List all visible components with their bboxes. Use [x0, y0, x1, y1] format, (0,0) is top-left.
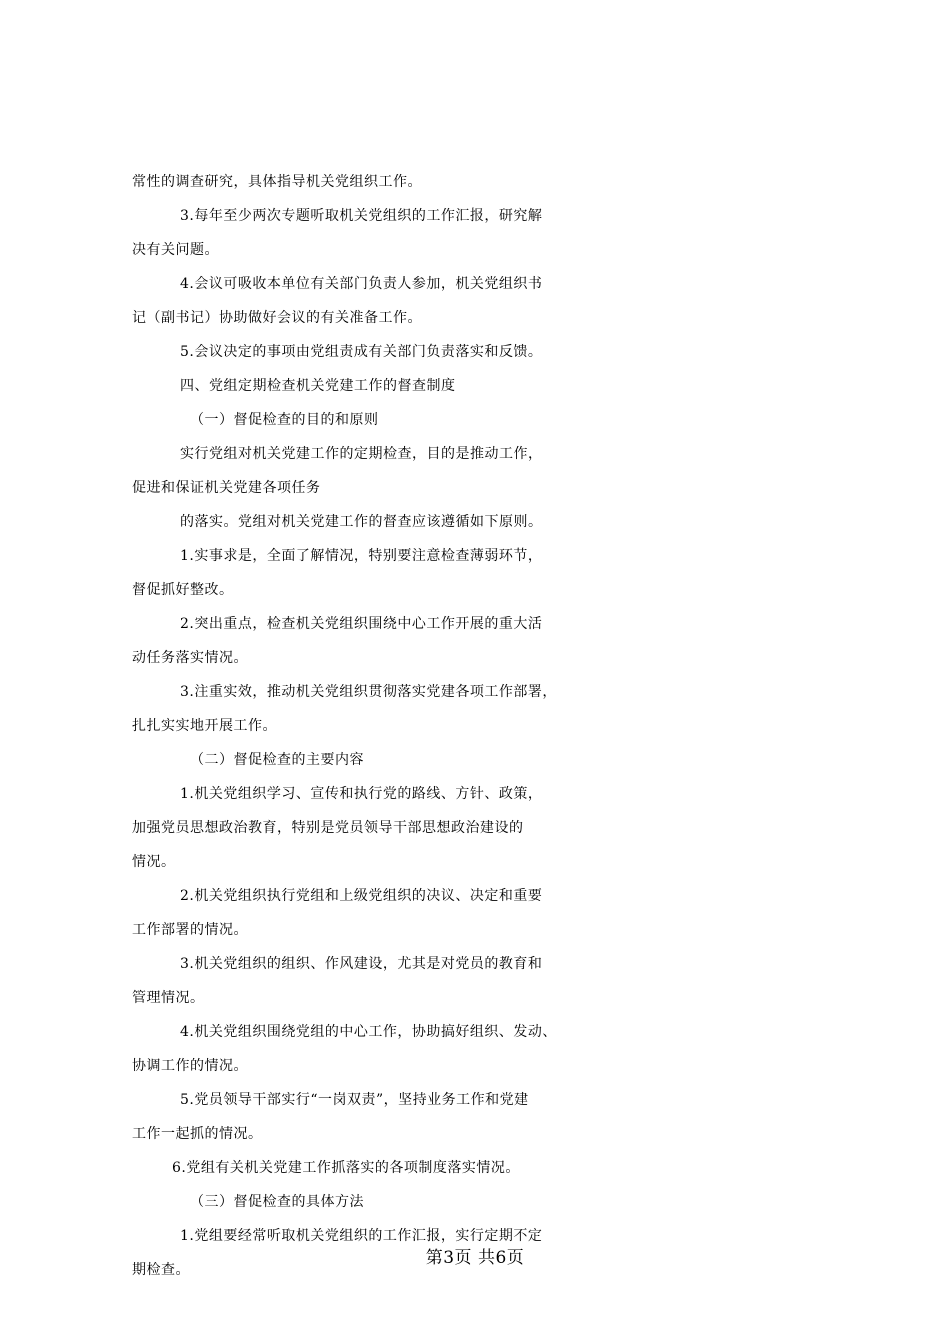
text-line: 期检查。: [132, 1262, 190, 1278]
text-line: 扎扎实实地开展工作。: [132, 718, 277, 734]
text-line: 促进和保证机关党建各项任务: [132, 480, 321, 496]
text-line: （二）督促检查的主要内容: [190, 752, 364, 768]
text-line: 记（副书记）协助做好会议的有关准备工作。: [132, 310, 422, 326]
page-number: 第3页 共6页: [425, 1248, 525, 1268]
text-line: 3.注重实效，推动机关党组织贯彻落实党建各项工作部署，: [180, 684, 557, 700]
text-line: （三）督促检查的具体方法: [190, 1194, 364, 1210]
text-line: 2.突出重点，检查机关党组织围绕中心工作开展的重大活: [180, 616, 543, 632]
text-line: 2.机关党组织执行党组和上级党组织的决议、决定和重要: [180, 888, 543, 904]
document-body: [0, 165, 950, 1287]
text-line: 的落实。党组对机关党建工作的督查应该遵循如下原则。: [180, 514, 543, 530]
text-line: 工作一起抓的情况。: [132, 1126, 263, 1142]
text-line: 实行党组对机关党建工作的定期检查，目的是推动工作，: [180, 446, 543, 462]
text-line: 5.党员领导干部实行“一岗双责”，坚持业务工作和党建: [180, 1092, 529, 1108]
text-line: 3.机关党组织的组织、作风建设，尤其是对党员的教育和: [180, 956, 543, 972]
text-line: 常性的调查研究，具体指导机关党组织工作。: [132, 174, 422, 190]
text-line: 四、党组定期检查机关党建工作的督查制度: [180, 378, 456, 394]
text-line: 情况。: [132, 854, 176, 870]
text-line: 4.会议可吸收本单位有关部门负责人参加，机关党组织书: [180, 276, 543, 292]
text-line: 3.每年至少两次专题听取机关党组织的工作汇报，研究解: [180, 208, 543, 224]
text-line: （一）督促检查的目的和原则: [190, 412, 379, 428]
text-line: 工作部署的情况。: [132, 922, 248, 938]
text-line: 加强党员思想政治教育，特别是党员领导干部思想政治建设的: [132, 820, 524, 836]
text-line: 管理情况。: [132, 990, 205, 1006]
text-line: 决有关问题。: [132, 242, 219, 258]
text-line: 1.机关党组织学习、宣传和执行党的路线、方针、政策，: [180, 786, 543, 802]
page-footer: [0, 1243, 950, 1268]
text-line: 督促抓好整改。: [132, 582, 234, 598]
text-line: 6.党组有关机关党建工作抓落实的各项制度落实情况。: [172, 1160, 520, 1176]
text-line: 1.党组要经常听取机关党组织的工作汇报，实行定期不定: [180, 1228, 543, 1244]
text-line: 1.实事求是，全面了解情况，特别要注意检查薄弱环节，: [180, 548, 543, 564]
text-line: 5.会议决定的事项由党组责成有关部门负责落实和反馈。: [180, 344, 543, 360]
text-line: 4.机关党组织围绕党组的中心工作，协助搞好组织、发动、: [180, 1024, 557, 1040]
text-line: 协调工作的情况。: [132, 1058, 248, 1074]
text-line: 动任务落实情况。: [132, 650, 248, 666]
